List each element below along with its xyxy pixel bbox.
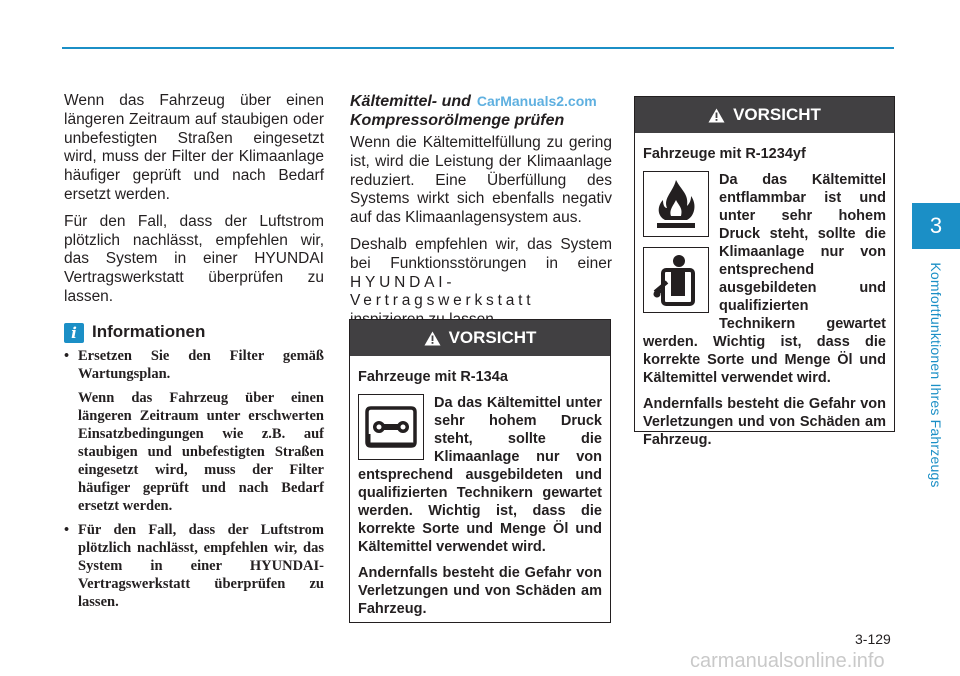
section-title-line2: Kompressorölmenge prüfen: [350, 112, 565, 129]
top-rule: [62, 47, 894, 49]
caution-box-r134a: [349, 319, 611, 623]
list-item: [64, 521, 324, 611]
info-list: [64, 347, 324, 611]
section-title-line1: Kältemittel- und: [350, 93, 471, 110]
chapter-title: Komfortfunktionen Ihres Fahrzeugs: [928, 262, 944, 488]
page-number: 3-129: [855, 631, 891, 647]
info-header: [64, 323, 324, 343]
column-left: [64, 92, 324, 611]
warning-icon: [708, 108, 725, 123]
paragraph: Wenn die Kältemittelfüllung zu gering ist, wird die Leistung der Klimaanlage reduziert. Eine Überfüllung des Systems wirkt sich ebenfalls negativ auf das Klimaanlagensystem aus.: [350, 134, 612, 227]
paragraph: [350, 236, 612, 330]
info-icon: i: [64, 323, 84, 343]
bullet-icon: •: [64, 347, 70, 364]
caution-model: Fahrzeuge mit R-1234yf: [643, 146, 806, 162]
paragraph: Wenn das Fahrzeug über einen längeren Zeitraum auf staubigen oder unbefestigten Straßen eingesetzt wird, muss der Filter der Klimaanlage häufiger geprüft und nach Bedarf ersetzt werden.: [64, 92, 324, 203]
list-item-text: Ersetzen Sie den Filter gemäß Wartungsplan.: [78, 347, 324, 382]
caution-model: Fahrzeuge mit R-134a: [358, 369, 508, 385]
footer-watermark: carmanualsonline.info: [690, 650, 885, 672]
caution-icons: [643, 171, 709, 323]
caution-box-r1234yf: [634, 96, 895, 448]
qualified-technician-icon: [643, 247, 709, 313]
caution-header: [350, 320, 610, 356]
caution-text: Andernfalls besteht die Gefahr von Verletzungen und von Schäden am Fahrzeug.: [643, 396, 886, 448]
watermark: CarManuals2.com: [476, 93, 597, 109]
caution-text: Da das Kältemittel unter sehr hohem Druck steht, sollte die Klimaanlage nur von entsprechend ausgebildeten und qualifizierten Technikern gewartet werden. Wichtig ist, dass die korrekte Sorte und Menge Öl und Kältemittel verwendet wird.: [358, 395, 602, 555]
caution-text: Andernfalls besteht die Gefahr von Verletzungen und von Schäden am Fahrzeug.: [358, 565, 602, 617]
list-item: [64, 347, 324, 515]
chapter-tab: 3: [912, 203, 960, 249]
paragraph-part: HYUNDAI-Vertragswerkstatt: [350, 273, 535, 310]
chapter-side-label: [920, 256, 952, 494]
caution-body: [350, 356, 610, 626]
service-manual-icon: [358, 394, 424, 460]
caution-header-label: VORSICHT: [733, 105, 821, 124]
warning-icon: [424, 331, 441, 346]
list-item-text: Für den Fall, dass der Luftstrom plötzlich nachlässt, empfehlen wir, das System in einer HYUNDAI-Vertragswerkstatt überprüfen zu lassen.: [78, 521, 324, 610]
column-middle: [350, 92, 612, 330]
paragraph-part: Deshalb empfehlen wir, das System bei Funktionsstörungen in einer: [350, 235, 612, 272]
caution-text: Da das Kältemittel entflammbar ist und unter sehr hohem Druck steht, sollte die Klimaanlage nur von entsprechend ausgebildeten und qualifizierten Technikern gewartet werden. Wichtig ist, dass die korrekte Sorte und Menge Öl und Kältemittel verwendet wird.: [643, 172, 886, 386]
caution-header: [635, 97, 894, 133]
flammable-icon: [643, 171, 709, 237]
bullet-icon: •: [64, 521, 70, 538]
list-item-subtext: Wenn das Fahrzeug über einen längeren Zeitraum unter erschwerten Einsatzbedingungen wie z.B. auf staubigen und unbefestigten Straßen eingesetzt wird, muss der Filter häufiger geprüft und nach Bedarf ersetzt werden.: [78, 389, 324, 514]
caution-header-label: VORSICHT: [448, 328, 537, 347]
info-title: Informationen: [92, 322, 206, 342]
caution-body: [635, 133, 894, 457]
paragraph: Für den Fall, dass der Luftstrom plötzlich nachlässt, empfehlen wir, das System in einer HYUNDAI Vertragswerkstatt überprüfen zu lassen.: [64, 212, 324, 305]
section-title: [350, 92, 612, 130]
